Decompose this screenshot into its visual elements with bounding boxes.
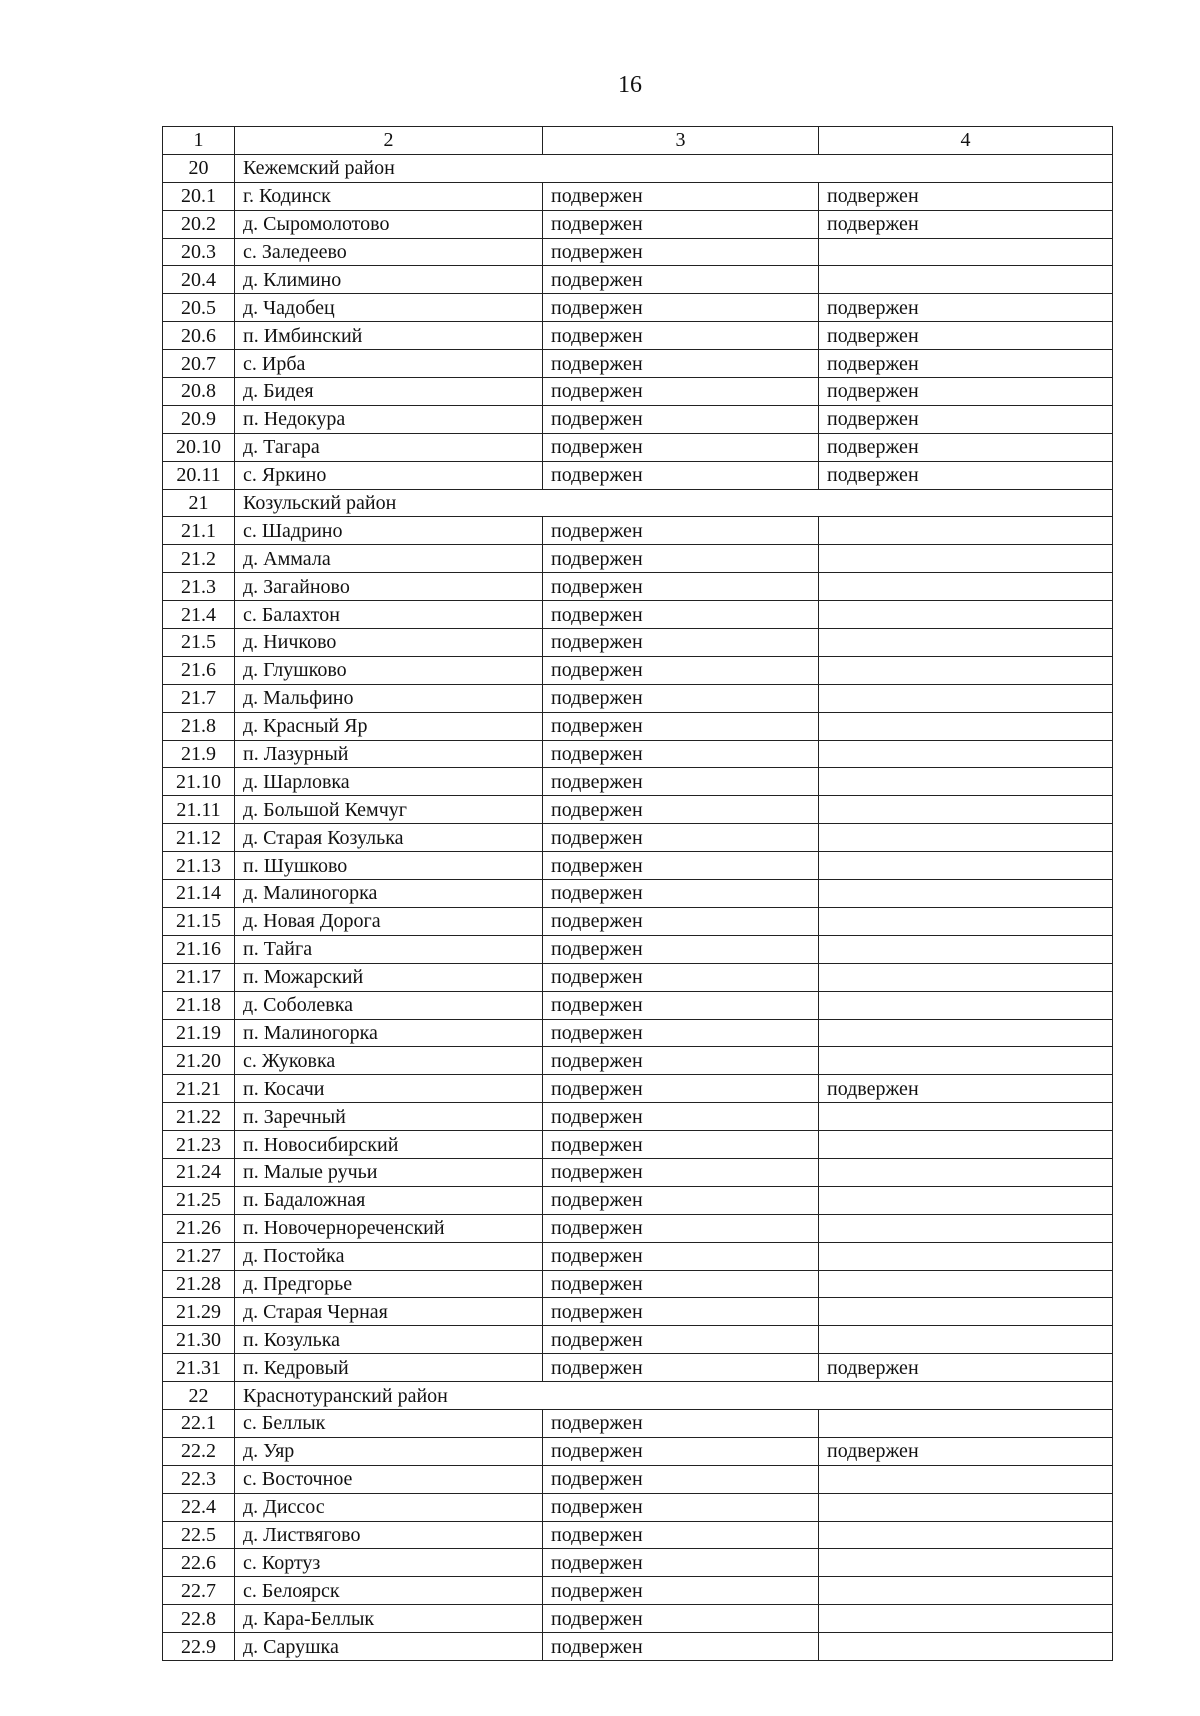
settlement-name: д. Сыромолотово [235,210,543,238]
column-4-value [819,1019,1113,1047]
column-3-value: подвержен [543,1019,819,1047]
settlement-name: с. Яркино [235,461,543,489]
column-4-value [819,907,1113,935]
settlement-name: п. Можарский [235,963,543,991]
settlement-name: д. Кара-Беллык [235,1605,543,1633]
column-4-value [819,1047,1113,1075]
column-3-value: подвержен [543,601,819,629]
header-row [163,127,1113,155]
column-4-value [819,1242,1113,1270]
column-3-value: подвержен [543,935,819,963]
table-body [163,127,1113,1661]
row-number: 21.3 [163,573,235,601]
row-number: 21.5 [163,629,235,657]
row-number: 21.13 [163,852,235,880]
row-number: 20.5 [163,294,235,322]
row-number: 20.9 [163,405,235,433]
table-row [163,182,1113,210]
table-row [163,880,1113,908]
table-row [163,1354,1113,1382]
settlement-name: с. Беллык [235,1409,543,1437]
row-number: 21.30 [163,1326,235,1354]
row-number: 22.5 [163,1521,235,1549]
column-3-value: подвержен [543,1493,819,1521]
settlement-name: д. Листвягово [235,1521,543,1549]
row-number: 20.10 [163,433,235,461]
settlement-name: д. Малиногорка [235,880,543,908]
header-cell-3: 3 [543,127,819,155]
row-number: 21 [163,489,235,517]
column-4-value [819,1493,1113,1521]
settlement-name: с. Балахтон [235,601,543,629]
settlement-name: д. Климино [235,266,543,294]
row-number: 21.18 [163,991,235,1019]
settlement-name: д. Глушково [235,656,543,684]
column-4-value [819,1521,1113,1549]
column-3-value: подвержен [543,684,819,712]
column-4-value [819,1270,1113,1298]
column-4-value [819,852,1113,880]
table-row [163,433,1113,461]
column-3-value: подвержен [543,1270,819,1298]
column-4-value [819,573,1113,601]
column-4-value: подвержен [819,1437,1113,1465]
table-row [163,1437,1113,1465]
settlement-name: д. Диссос [235,1493,543,1521]
column-4-value [819,1158,1113,1186]
settlement-name: с. Ирба [235,350,543,378]
row-number: 22.2 [163,1437,235,1465]
table-row [163,266,1113,294]
table-row [163,1047,1113,1075]
column-4-value [819,1605,1113,1633]
column-4-value [819,824,1113,852]
table-row [163,238,1113,266]
column-4-value [819,238,1113,266]
settlement-name: п. Малые ручьи [235,1158,543,1186]
column-4-value [819,545,1113,573]
row-number: 21.10 [163,768,235,796]
row-number: 21.22 [163,1103,235,1131]
column-3-value: подвержен [543,1465,819,1493]
column-4-value [819,656,1113,684]
row-number: 21.21 [163,1075,235,1103]
page-number: 16 [618,72,642,98]
district-row [163,1382,1113,1410]
row-number: 21.7 [163,684,235,712]
table-row [163,322,1113,350]
settlement-name: д. Сарушка [235,1633,543,1661]
row-number: 20.7 [163,350,235,378]
row-number: 22 [163,1382,235,1410]
settlement-name: д. Загайново [235,573,543,601]
table-row [163,1186,1113,1214]
row-number: 22.9 [163,1633,235,1661]
row-number: 20.1 [163,182,235,210]
column-4-value [819,684,1113,712]
table-row [163,1298,1113,1326]
table-row [163,768,1113,796]
column-3-value: подвержен [543,433,819,461]
settlement-name: с. Белоярск [235,1577,543,1605]
settlement-name: д. Ничково [235,629,543,657]
settlement-name: д. Старая Черная [235,1298,543,1326]
settlement-name: п. Лазурный [235,740,543,768]
row-number: 21.27 [163,1242,235,1270]
settlement-name: с. Жуковка [235,1047,543,1075]
settlement-name: д. Аммала [235,545,543,573]
column-3-value: подвержен [543,294,819,322]
district-name: Козульский район [235,489,1113,517]
row-number: 20.2 [163,210,235,238]
row-number: 21.19 [163,1019,235,1047]
table-row [163,991,1113,1019]
table-row [163,852,1113,880]
settlement-name: п. Новосибирский [235,1131,543,1159]
row-number: 21.11 [163,796,235,824]
column-4-value: подвержен [819,294,1113,322]
column-3-value: подвержен [543,517,819,545]
column-3-value: подвержен [543,991,819,1019]
column-3-value: подвержен [543,880,819,908]
table-row [163,712,1113,740]
row-number: 22.8 [163,1605,235,1633]
header-cell-4: 4 [819,127,1113,155]
table-row [163,1019,1113,1047]
row-number: 22.3 [163,1465,235,1493]
column-4-value [819,712,1113,740]
table-row [163,405,1113,433]
settlement-name: п. Тайга [235,935,543,963]
settlement-name: г. Кодинск [235,182,543,210]
table-row [163,1549,1113,1577]
table-row [163,1270,1113,1298]
column-4-value [819,1131,1113,1159]
row-number: 21.2 [163,545,235,573]
column-3-value: подвержен [543,907,819,935]
table-row [163,1103,1113,1131]
column-3-value: подвержен [543,1633,819,1661]
column-4-value [819,1103,1113,1131]
column-3-value: подвержен [543,1605,819,1633]
settlement-name: д. Старая Козулька [235,824,543,852]
row-number: 22.6 [163,1549,235,1577]
row-number: 21.24 [163,1158,235,1186]
table-row [163,629,1113,657]
column-3-value: подвержен [543,796,819,824]
row-number: 21.9 [163,740,235,768]
column-3-value: подвержен [543,1214,819,1242]
column-3-value: подвержен [543,768,819,796]
row-number: 21.29 [163,1298,235,1326]
column-4-value: подвержен [819,182,1113,210]
row-number: 21.20 [163,1047,235,1075]
column-4-value [819,991,1113,1019]
row-number: 21.28 [163,1270,235,1298]
settlement-name: п. Бадаложная [235,1186,543,1214]
table-row [163,656,1113,684]
column-4-value [819,740,1113,768]
row-number: 20.11 [163,461,235,489]
column-3-value: подвержен [543,824,819,852]
column-3-value: подвержен [543,1326,819,1354]
district-row [163,154,1113,182]
column-4-value: подвержен [819,378,1113,406]
table-row [163,378,1113,406]
column-4-value [819,768,1113,796]
row-number: 20.3 [163,238,235,266]
column-4-value [819,1549,1113,1577]
settlement-name: с. Заледеево [235,238,543,266]
column-4-value: подвержен [819,350,1113,378]
column-3-value: подвержен [543,461,819,489]
column-4-value [819,1465,1113,1493]
column-3-value: подвержен [543,963,819,991]
settlement-name: д. Чадобец [235,294,543,322]
table-row [163,1214,1113,1242]
table-row [163,1075,1113,1103]
column-4-value [819,880,1113,908]
table-row [163,1409,1113,1437]
settlement-name: д. Шарловка [235,768,543,796]
table-row [163,684,1113,712]
table-row [163,1326,1113,1354]
table-row [163,517,1113,545]
column-4-value [819,1326,1113,1354]
table-row [163,601,1113,629]
column-3-value: подвержен [543,852,819,880]
column-3-value: подвержен [543,1437,819,1465]
row-number: 21.15 [163,907,235,935]
table-row [163,1577,1113,1605]
row-number: 21.25 [163,1186,235,1214]
column-4-value: подвержен [819,433,1113,461]
row-number: 21.16 [163,935,235,963]
row-number: 21.8 [163,712,235,740]
row-number: 21.14 [163,880,235,908]
settlement-name: д. Постойка [235,1242,543,1270]
column-3-value: подвержен [543,1131,819,1159]
settlement-name: п. Недокура [235,405,543,433]
table-row [163,963,1113,991]
table-row [163,740,1113,768]
column-3-value: подвержен [543,322,819,350]
column-4-value [819,601,1113,629]
column-3-value: подвержен [543,545,819,573]
settlement-name: д. Красный Яр [235,712,543,740]
row-number: 20 [163,154,235,182]
row-number: 21.1 [163,517,235,545]
row-number: 21.23 [163,1131,235,1159]
settlement-name: п. Шушково [235,852,543,880]
column-4-value [819,1633,1113,1661]
settlement-name: д. Предгорье [235,1270,543,1298]
column-3-value: подвержен [543,573,819,601]
column-3-value: подвержен [543,266,819,294]
table-row [163,1521,1113,1549]
district-name: Кежемский район [235,154,1113,182]
settlement-name: д. Новая Дорога [235,907,543,935]
column-4-value [819,796,1113,824]
row-number: 21.12 [163,824,235,852]
header-cell-2: 2 [235,127,543,155]
column-3-value: подвержен [543,1103,819,1131]
table-row [163,935,1113,963]
row-number: 21.26 [163,1214,235,1242]
column-3-value: подвержен [543,1158,819,1186]
table-row [163,1633,1113,1661]
column-3-value: подвержен [543,629,819,657]
settlement-name: п. Козулька [235,1326,543,1354]
settlement-name: с. Кортуз [235,1549,543,1577]
column-3-value: подвержен [543,712,819,740]
column-3-value: подвержен [543,210,819,238]
column-3-value: подвержен [543,182,819,210]
table-row [163,1493,1113,1521]
column-3-value: подвержен [543,1075,819,1103]
table-row [163,1131,1113,1159]
column-4-value [819,266,1113,294]
column-3-value: подвержен [543,1577,819,1605]
table-row [163,350,1113,378]
settlement-name: д. Мальфино [235,684,543,712]
column-4-value [819,1214,1113,1242]
settlement-name: д. Уяр [235,1437,543,1465]
table-row [163,907,1113,935]
column-4-value [819,935,1113,963]
column-4-value: подвержен [819,322,1113,350]
column-4-value [819,963,1113,991]
row-number: 22.1 [163,1409,235,1437]
settlement-name: п. Новочернореченский [235,1214,543,1242]
table-row [163,461,1113,489]
settlement-name: д. Соболевка [235,991,543,1019]
column-3-value: подвержен [543,238,819,266]
column-3-value: подвержен [543,1409,819,1437]
district-row [163,489,1113,517]
column-4-value [819,1298,1113,1326]
settlement-name: п. Малиногорка [235,1019,543,1047]
column-3-value: подвержен [543,350,819,378]
column-4-value [819,1186,1113,1214]
table-row [163,573,1113,601]
settlement-name: д. Бидея [235,378,543,406]
row-number: 20.8 [163,378,235,406]
settlement-name: п. Косачи [235,1075,543,1103]
column-3-value: подвержен [543,1047,819,1075]
district-name: Краснотуранский район [235,1382,1113,1410]
table-row [163,1605,1113,1633]
column-3-value: подвержен [543,1521,819,1549]
header-cell-1: 1 [163,127,235,155]
table-row [163,210,1113,238]
table-row [163,1465,1113,1493]
table-row [163,824,1113,852]
row-number: 21.4 [163,601,235,629]
column-3-value: подвержен [543,1549,819,1577]
row-number: 20.4 [163,266,235,294]
column-4-value: подвержен [819,210,1113,238]
table-row [163,1242,1113,1270]
column-3-value: подвержен [543,1298,819,1326]
column-4-value [819,517,1113,545]
column-3-value: подвержен [543,1354,819,1382]
column-4-value: подвержен [819,1354,1113,1382]
row-number: 21.31 [163,1354,235,1382]
table-row [163,545,1113,573]
column-4-value: подвержен [819,1075,1113,1103]
column-3-value: подвержен [543,656,819,684]
table-row [163,1158,1113,1186]
settlement-name: п. Кедровый [235,1354,543,1382]
column-4-value [819,1577,1113,1605]
column-3-value: подвержен [543,1242,819,1270]
column-4-value: подвержен [819,405,1113,433]
column-4-value [819,1409,1113,1437]
column-3-value: подвержен [543,1186,819,1214]
column-3-value: подвержен [543,740,819,768]
table-row [163,294,1113,322]
settlement-name: с. Восточное [235,1465,543,1493]
settlement-name: д. Большой Кемчуг [235,796,543,824]
row-number: 22.7 [163,1577,235,1605]
settlement-name: д. Тагара [235,433,543,461]
settlement-name: п. Имбинский [235,322,543,350]
settlement-name: с. Шадрино [235,517,543,545]
column-4-value: подвержен [819,461,1113,489]
row-number: 22.4 [163,1493,235,1521]
column-3-value: подвержен [543,378,819,406]
row-number: 20.6 [163,322,235,350]
settlements-table [162,126,1113,1661]
row-number: 21.6 [163,656,235,684]
table-row [163,796,1113,824]
row-number: 21.17 [163,963,235,991]
settlement-name: п. Заречный [235,1103,543,1131]
column-3-value: подвержен [543,405,819,433]
column-4-value [819,629,1113,657]
